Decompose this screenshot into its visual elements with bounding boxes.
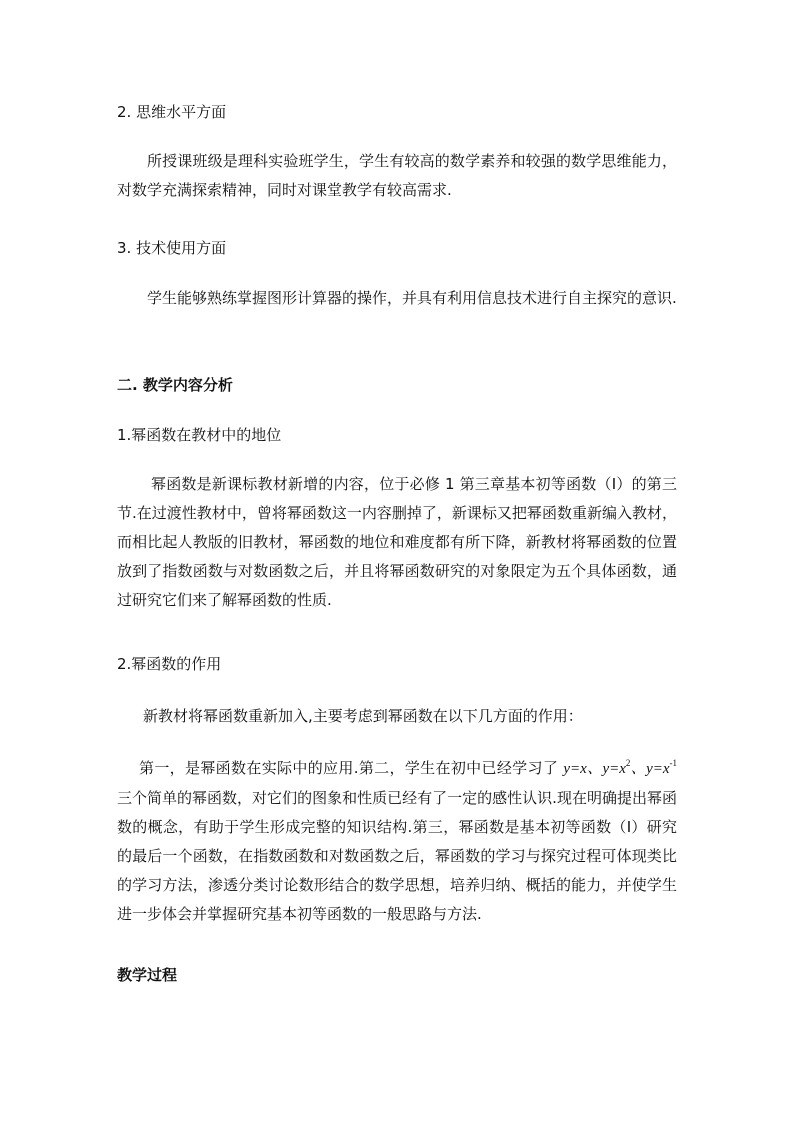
role-paragraph-end: 三个简单的幂函数，对它们的图象和性质已经有了一定的感性认识.现在明确提出幂函数的概念，有助于学生形成完整的知识结构.第三，幂函数是基本初等函数（Ⅰ）研究的最后一个函数，在指数函数和对数函数之后，幂函数的学习与探究过程可体现类比的学习方法，渗透分类讨论数形结合的数学思想，培养归纳、概括的能力，并使学生进一步体会并掌握研究基本初等函数的一般思路与方法.	[117, 789, 677, 923]
math-separator: 、	[630, 761, 647, 777]
math-formula-y-x-inverse	[646, 758, 677, 777]
math-base: y=x	[602, 761, 626, 777]
content-analysis-heading: 二. 教学内容分析	[117, 376, 233, 394]
math-exponent: -1	[669, 758, 677, 768]
math-exponent: 2	[625, 758, 631, 768]
textbook-position-paragraph: 幂函数是新课标教材新增的内容，位于必修 1 第三章基本初等函数（Ⅰ）的第三节.在过渡性教材中，曾将幂函数这一内容删掉了，新课标又把幂函数重新编入教材，而相比起人教版的旧教材，幂函数的地位和难度都有所下降，新教材将幂函数的位置放到了指数函数与对数函数之后，并且将幂函数研究的对象限定为五个具体函数，通过研究它们来了解幂函数的性质.	[117, 475, 677, 609]
technology-use-heading: 3. 技术使用方面	[117, 239, 227, 257]
power-function-role-paragraph	[117, 754, 677, 929]
math-base: y=x	[646, 761, 670, 777]
power-function-role-heading: 2.幂函数的作用	[117, 655, 222, 673]
math-separator: 、	[586, 761, 603, 777]
math-formula-y-x-squared	[602, 758, 631, 777]
thinking-level-paragraph: 所授课班级是理科实验班学生，学生有较高的数学素养和较强的数学思维能力，对数学充满探索精神，同时对课堂教学有较高需求.	[117, 152, 677, 199]
thinking-level-heading: 2. 思维水平方面	[117, 103, 227, 121]
textbook-position-heading: 1.幂函数在教材中的地位	[117, 426, 282, 444]
technology-use-paragraph: 学生能够熟练掌握图形计算器的操作，并具有利用信息技术进行自主探究的意识.	[147, 289, 677, 307]
role-paragraph-start: 第一，是幂函数在实际中的应用.第二，学生在初中已经学习了	[139, 759, 564, 777]
power-function-role-intro: 新教材将幂函数重新加入,主要考虑到幂函数在以下几方面的作用：	[143, 707, 583, 725]
math-formula-y-x: y=x	[563, 761, 587, 777]
teaching-process-heading: 教学过程	[117, 966, 178, 984]
